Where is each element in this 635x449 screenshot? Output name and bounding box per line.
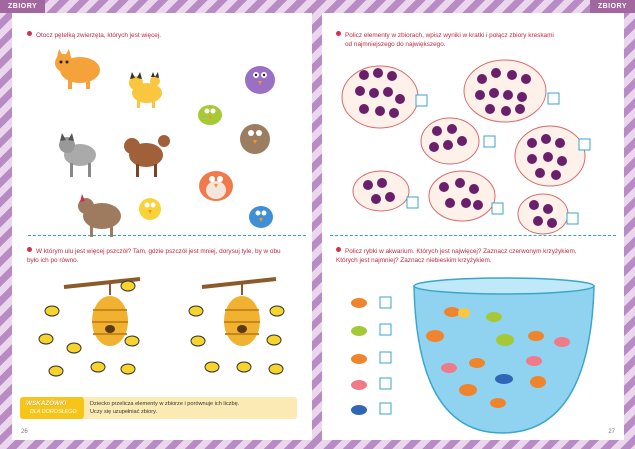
bullet-icon bbox=[27, 247, 32, 252]
tips-text bbox=[90, 401, 239, 416]
section-tab-right: ZBIORY bbox=[590, 0, 635, 13]
tips-badge-title: WSKAZÓWKI bbox=[26, 400, 67, 407]
task-fish-line2: Których jest najmniej? Zaznacz niebieskim krzyżykiem. bbox=[336, 257, 492, 264]
sets-illustration bbox=[322, 13, 624, 440]
task-fish bbox=[336, 247, 620, 265]
task-fish-line1: Policz rybki w akwarium. Których jest najwięcej? Zaznacz czerwonym krzyżykiem. bbox=[345, 248, 577, 255]
task-bees bbox=[27, 247, 307, 265]
section-tab-left: ZBIORY bbox=[0, 0, 45, 13]
page-number-right: 27 bbox=[608, 429, 615, 435]
answer-box bbox=[380, 324, 391, 335]
cat-icon bbox=[55, 49, 100, 89]
tips-line1: Dziecko przelicza elementy w zbiorze i porównuje ich liczbę. bbox=[90, 401, 240, 407]
tips-badge-subtitle: DLA DOROSŁEGO bbox=[30, 409, 77, 415]
bee-icon bbox=[269, 364, 283, 374]
right-page bbox=[322, 13, 624, 440]
bee-icon bbox=[270, 306, 284, 316]
bird-icon bbox=[245, 66, 275, 94]
divider bbox=[28, 235, 306, 236]
task-plums-line2: od najmniejszego do największego. bbox=[345, 41, 446, 48]
answer-box bbox=[579, 139, 590, 150]
bee-icon bbox=[237, 362, 251, 372]
bird-icon bbox=[199, 171, 233, 201]
left-page bbox=[12, 13, 312, 440]
bee-icon bbox=[45, 306, 59, 316]
bee-icon bbox=[91, 362, 105, 372]
bird-icon bbox=[198, 105, 222, 125]
bird-icon bbox=[139, 198, 161, 220]
bee-icon bbox=[67, 343, 81, 353]
bee-icon bbox=[191, 336, 205, 346]
page-number-left: 26 bbox=[21, 429, 28, 435]
bullet-icon bbox=[336, 247, 341, 252]
answer-box bbox=[567, 213, 578, 224]
bird-icon bbox=[240, 124, 270, 154]
animals-illustration bbox=[12, 13, 312, 440]
task-bees-line2: było ich po równo. bbox=[27, 257, 79, 264]
task-bees-line1: W którym ulu jest więcej pszczół? Tam, gdzie pszczół jest mniej, dorysuj tyle, by w obu bbox=[36, 248, 281, 255]
cat-icon bbox=[59, 133, 96, 177]
cat-icon bbox=[124, 135, 170, 177]
set-oval bbox=[353, 171, 409, 211]
adult-tips-box bbox=[20, 397, 297, 419]
task-animals-text: Otocz pętelką zwierzęta, których jest więcej. bbox=[36, 32, 162, 39]
answer-box bbox=[548, 93, 559, 104]
answer-box bbox=[484, 136, 495, 147]
bee-icon bbox=[125, 336, 139, 346]
answer-box bbox=[380, 403, 391, 414]
header-bar bbox=[0, 0, 635, 13]
set-oval bbox=[518, 194, 568, 234]
bee-icon bbox=[39, 334, 53, 344]
answer-box bbox=[416, 95, 427, 106]
answer-box bbox=[380, 378, 391, 389]
divider bbox=[330, 235, 616, 236]
bee-icon bbox=[49, 366, 63, 376]
answer-box bbox=[380, 352, 391, 363]
tips-badge bbox=[20, 397, 84, 419]
task-plums-line1: Policz elementy w zbiorach, wpisz wyniki w kratki i połącz zbiory kreskami bbox=[345, 32, 554, 39]
bee-icon bbox=[121, 364, 135, 374]
cat-icon bbox=[129, 72, 162, 108]
aquarium-icon bbox=[414, 278, 594, 433]
answer-box bbox=[492, 203, 503, 214]
cat-icon bbox=[78, 194, 121, 237]
bee-icon bbox=[267, 335, 281, 345]
bee-icon bbox=[205, 362, 219, 372]
beehive-icon bbox=[202, 279, 276, 346]
bird-icon bbox=[249, 206, 273, 228]
bee-icon bbox=[189, 306, 203, 316]
answer-box bbox=[407, 197, 418, 208]
tips-line2: Uczy się uzupełniać zbiory. bbox=[90, 408, 158, 415]
bee-icon bbox=[121, 281, 135, 291]
answer-box bbox=[380, 297, 391, 308]
